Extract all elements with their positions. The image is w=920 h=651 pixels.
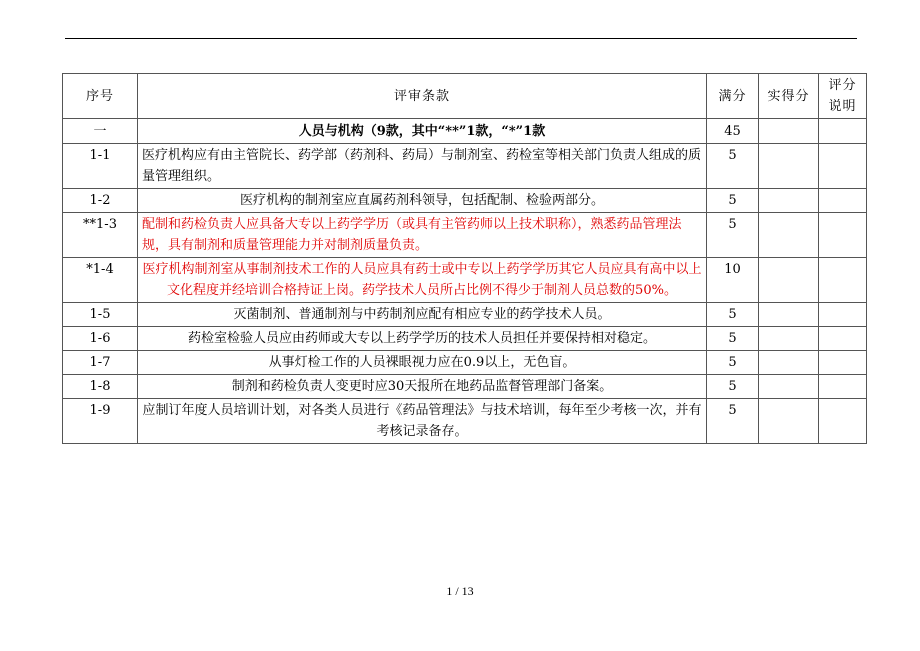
row-no: *1-4 [63,258,138,303]
score-note-cell [819,144,867,189]
score-note-cell [819,327,867,351]
score-note-cell [819,258,867,303]
actual-score-cell [759,189,819,213]
row-full-score: 5 [707,144,759,189]
score-note-cell [819,399,867,444]
row-clause: 医疗机构制剂室从事制剂技术工作的人员应具有药士或中专以上药学学历其它人员应具有高中以上文化程度并经培训合格持证上岗。药学技术人员所占比例不得少于制剂人员总数的50%。 [138,258,707,303]
header-actual-score: 实得分 [759,74,819,119]
row-no: 1-6 [63,327,138,351]
row-clause: 配制和药检负责人应具备大专以上药学学历（或具有主管药师以上技术职称），熟悉药品管理法规，具有制剂和质量管理能力并对制剂质量负责。 [138,213,707,258]
row-clause: 灭菌制剂、普通制剂与中药制剂应配有相应专业的药学技术人员。 [138,303,707,327]
actual-score-cell [759,303,819,327]
score-note-cell [819,351,867,375]
review-table [62,73,867,444]
page-number: 1 / 13 [446,584,474,598]
table-row [63,258,867,303]
row-full-score: 5 [707,351,759,375]
top-rule [65,38,857,39]
score-note-cell [819,303,867,327]
section-no: 一 [63,119,138,144]
table-row [63,375,867,399]
actual-score-cell [759,327,819,351]
score-note-cell [819,189,867,213]
table-row [63,213,867,258]
header-clause: 评审条款 [138,74,707,119]
row-full-score: 5 [707,303,759,327]
row-full-score: 5 [707,327,759,351]
row-full-score: 5 [707,213,759,258]
header-score-note: 评分说明 [819,74,867,119]
table-row [63,303,867,327]
row-full-score: 5 [707,399,759,444]
row-clause: 药检室检验人员应由药师或大专以上药学学历的技术人员担任并要保持相对稳定。 [138,327,707,351]
row-full-score: 10 [707,258,759,303]
actual-score-cell [759,258,819,303]
row-no: 1-5 [63,303,138,327]
section-full-score: 45 [707,119,759,144]
header-full-score: 满分 [707,74,759,119]
score-note-cell [819,213,867,258]
row-full-score: 5 [707,375,759,399]
section-row [63,119,867,144]
score-note-cell [819,375,867,399]
row-full-score: 5 [707,189,759,213]
row-clause: 制剂和药检负责人变更时应30天报所在地药品监督管理部门备案。 [138,375,707,399]
table-row [63,144,867,189]
row-no: 1-9 [63,399,138,444]
table-row [63,399,867,444]
section-title: 人员与机构（9款，其中“**”1款，“*”1款 [138,119,707,144]
actual-score-cell [759,213,819,258]
row-clause: 应制订年度人员培训计划，对各类人员进行《药品管理法》与技术培训，每年至少考核一次，并有考核记录备存。 [138,399,707,444]
row-no: 1-8 [63,375,138,399]
score-note-cell [819,119,867,144]
row-no: **1-3 [63,213,138,258]
table-row [63,351,867,375]
row-clause: 医疗机构的制剂室应直属药剂科领导，包括配制、检验两部分。 [138,189,707,213]
row-no: 1-7 [63,351,138,375]
row-no: 1-1 [63,144,138,189]
header-no: 序号 [63,74,138,119]
row-no: 1-2 [63,189,138,213]
actual-score-cell [759,375,819,399]
table-row [63,327,867,351]
row-clause: 从事灯检工作的人员裸眼视力应在0.9以上，无色盲。 [138,351,707,375]
actual-score-cell [759,144,819,189]
actual-score-cell [759,119,819,144]
table-header-row [63,74,867,119]
actual-score-cell [759,399,819,444]
row-clause: 医疗机构应有由主管院长、药学部（药剂科、药局）与制剂室、药检室等相关部门负责人组成的质量管理组织。 [138,144,707,189]
actual-score-cell [759,351,819,375]
table-row [63,189,867,213]
